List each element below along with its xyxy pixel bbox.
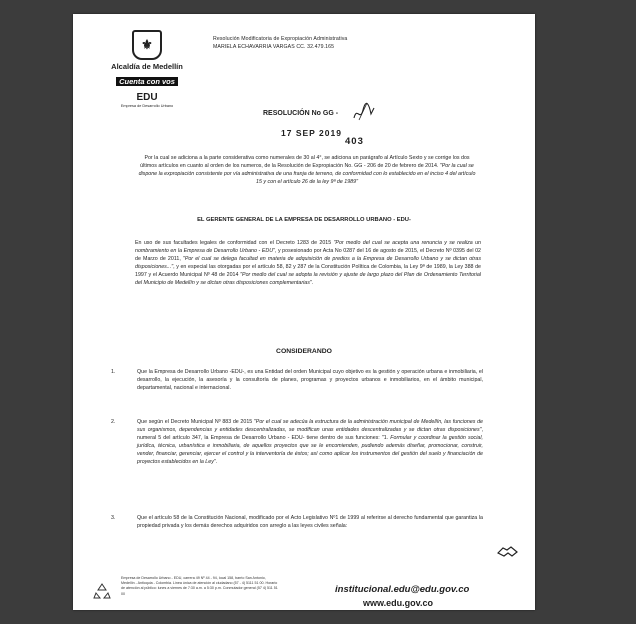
item-italic-part-1: "Por el cual se adecúa la estructura de la administración municipal de Medellín, las funciones de sus organismos, dependencias y entidades descentralizadas, se modifican unas entidades descentralizadas y se dictan otras disposiciones"	[137, 419, 483, 434]
considerando-heading: CONSIDERANDO	[276, 348, 332, 355]
faculties-text-3: , y en especial las otorgadas por el artículo 58, 82 y 287 de la Constitución Política de Colombia, la Ley 9ª de 1989, la Ley 388 de 1997 y el Acuerdo Municipal Nº 48 de 2014	[135, 264, 481, 279]
item-italic-part-2: Formular y coordinar la gestión social, jurídica, técnica, urbanística e inmobiliaria, de aquellos proyectos que se le encomienden, pudiendo además diseñar, promocionar, construir, vender, financiar, gerenciar, ejercer el control y la interventoría de éstos; así como aplicar los instrumentos del gestión del suelo y financiación de proyectos establecidos en la Ley".	[137, 435, 483, 466]
faculties-text-2: , y posesionado por Acta No 0287 del 16 de agosto de 2015, el Decreto Nº 0395 del 02 de Marzo de 2011,	[135, 248, 481, 263]
intro-paragraph	[137, 154, 477, 186]
faculties-paragraph	[135, 239, 481, 288]
resolution-date: 17 SEP 2019	[281, 128, 342, 138]
item-text: Que la Empresa de Desarrollo Urbano -EDU-, es una Entidad del orden Municipal cuyo objetivo es la gestión y operación urbana e inmobiliaria, el desarrollo, la ejecución, la asesoría y la consultoría de planes, programas y proyectos urbanos e inmobiliarios, en el ámbito municipal, departamental, nacional e internacional.	[137, 369, 483, 392]
item-number: 2.	[111, 419, 116, 425]
gerente-heading: EL GERENTE GENERAL DE LA EMPRESA DE DESARROLLO URBANO - EDU-	[197, 217, 411, 223]
resolution-number: 403	[345, 136, 364, 147]
logo-edu: EDU	[136, 92, 158, 103]
footer-email-link[interactable]: institucional.edu@edu.gov.co	[335, 584, 470, 595]
item-text: Que el artículo 58 de la Constitución Nacional, modificado por el Acto Legislativo Nº1 de 1999 al referirse al derecho fundamental que garantiza la propiedad privada y los demás derechos adquiridos con arreglo a las leyes civiles señala:	[137, 515, 483, 530]
considerando-item	[111, 368, 491, 392]
footer-address: Empresa de Desarrollo Urbano - EDU, carrera 49 Nº 44 - 94, local 158, barrio San Antonio, Medellín - Antioquia - Colombia. Línea única de atención al ciudadano (57 - 4) 5111 51 00. Horario de atención al público: lunes a viernes de 7:30 a.m. a 5:30 p.m. Conmutador general (57 4) 511 51 00	[121, 576, 278, 596]
faculties-italic-3: "Por medio del cual se adopta la revisión y ajuste de largo plazo del Plan de Ordenamiento Territorial del Municipio de Medellín y se dictan otras disposiciones complementarias".	[135, 272, 481, 287]
handshake-icon	[497, 544, 519, 558]
footer-website-link[interactable]: www.edu.gov.co	[363, 598, 434, 608]
considerando-item	[111, 514, 491, 530]
header-subject: MARIELA ECHAVARRIA VARGAS CC. 32.479.165	[213, 44, 335, 50]
item-number: 3.	[111, 515, 116, 521]
recycle-icon	[93, 582, 111, 600]
logo	[97, 30, 197, 109]
header-title: Resolución Modificatoria de Expropiación Administrativa	[213, 36, 348, 42]
resolution-title: RESOLUCIÓN No GG -	[263, 110, 339, 117]
item-text-part-1: Que según el Decreto Municipal Nº 883 de 2015	[137, 419, 253, 425]
item-text-part-2: , numeral 5 del artículo 347, la Empresa de Desarrollo Urbano - EDU- tiene dentro de sus funciones: "1.	[137, 427, 483, 442]
item-number: 1.	[111, 369, 116, 375]
faculties-italic-2: "Por el cual se delega facultad en materia de adquisición de predios a la Empresa de Desarrollo Urbano y se dictan otras disposiciones..."	[135, 256, 482, 271]
logo-alcaldia: Alcaldía de Medellín	[111, 62, 183, 71]
intro-italic: "Por la cual se dispone la expropiación consistente por vía administrativa de una franja de terreno, de conformidad con lo establecido en el inciso 4 del artículo 15 y con el artículo 26 de la ley 9ª de 1989"	[138, 163, 476, 186]
item-text	[137, 418, 483, 467]
considerando-item	[111, 418, 491, 467]
intro-text: Por la cual se adiciona a la parte considerativa como numerales de 30 al 4°, se adiciona un parágrafo al Artículo Sexto y se corrige los dos últimos artículos en cuanto al orden de los numeros, de la Resolución de Expropiación No. GG - 206 de 20 de febrero de 2014.	[140, 155, 470, 170]
faculties-text-1: En uso de sus facultades legales de conformidad con el Decreto 1283 de 2015	[135, 240, 332, 246]
logo-cuenta: Cuenta con vos	[116, 77, 178, 86]
signature-icon	[351, 100, 377, 126]
coat-of-arms-icon: ⚜	[132, 30, 162, 60]
faculties-italic-1: "Por medio del cual se acepta una renuncia y se realiza un nombramiento en la Empresa de Desarrollo Urbano - EDU"	[135, 240, 481, 255]
document-page	[73, 14, 535, 610]
logo-edu-subtitle: Empresa de Desarrollo Urbano	[120, 104, 174, 108]
